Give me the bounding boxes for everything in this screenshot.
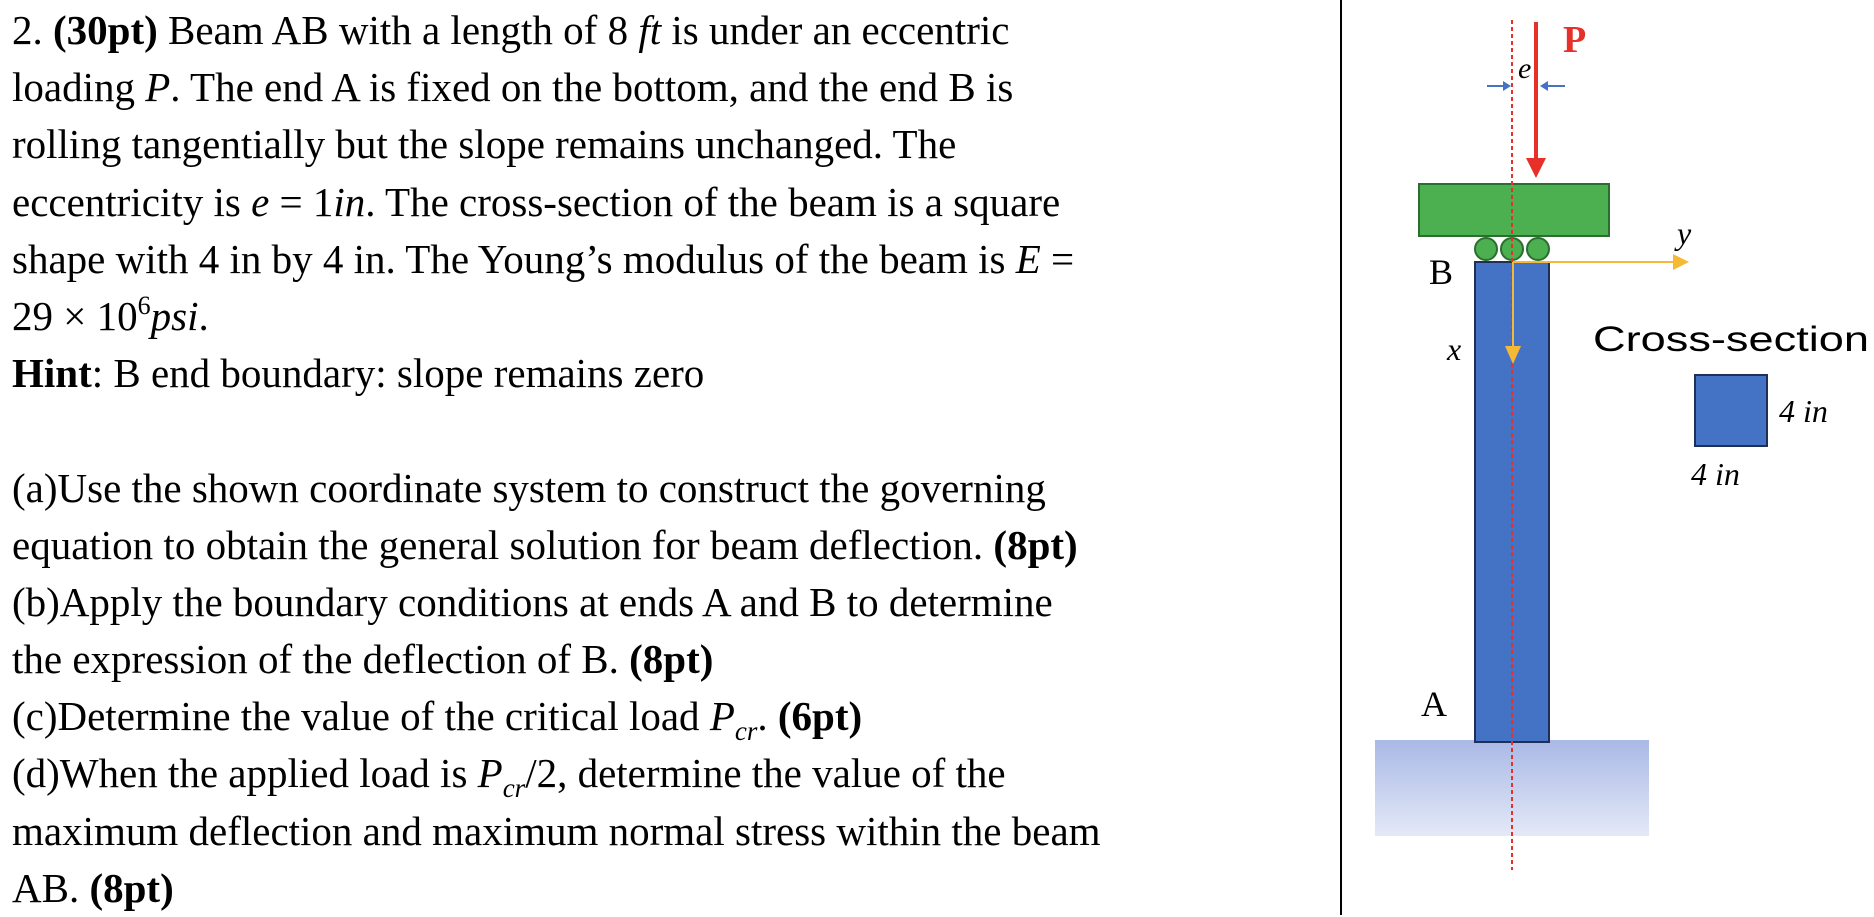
beam-diagram xyxy=(1343,0,1874,915)
problem-parts xyxy=(12,460,1332,917)
text-line xyxy=(12,688,1332,745)
text-run: = 1 xyxy=(269,179,333,225)
text-run: E xyxy=(1016,236,1041,282)
text-run: (6pt) xyxy=(778,693,862,739)
text-run: ft xyxy=(638,7,661,53)
text-run: P xyxy=(710,693,735,739)
text-run: . xyxy=(198,293,208,339)
roller-2 xyxy=(1501,238,1523,260)
text-line xyxy=(12,59,1332,116)
text-line xyxy=(12,574,1332,631)
y-axis-label: y xyxy=(1674,215,1692,251)
text-line xyxy=(12,860,1332,917)
text-run: (a)Use the shown coordinate system to construct the governing xyxy=(12,465,1046,511)
cross-section-height-label: 4 in xyxy=(1779,393,1828,429)
text-run: : B end boundary: slope remains zero xyxy=(92,350,705,396)
text-run: cr xyxy=(503,773,526,803)
text-line xyxy=(12,517,1332,574)
text-line xyxy=(12,2,1332,59)
text-run: (c)Determine the value of the critical load xyxy=(12,693,710,739)
text-line xyxy=(12,231,1332,288)
text-run: cr xyxy=(735,716,758,746)
end-b-cap-plate xyxy=(1419,184,1609,236)
beam-figure xyxy=(1343,0,1874,915)
text-run: Beam AB with a length of 8 xyxy=(158,7,639,53)
eccentricity-arrowhead-right xyxy=(1540,81,1548,91)
text-run: Hint xyxy=(12,350,92,396)
text-run: . xyxy=(757,693,778,739)
text-run: /2, determine the value of the xyxy=(525,750,1005,796)
text-run: . The end A is fixed on the bottom, and the end B is xyxy=(170,64,1013,110)
text-line xyxy=(12,745,1332,802)
text-run: psi xyxy=(151,293,199,339)
text-run: rolling tangentially but the slope remains unchanged. The xyxy=(12,121,956,167)
end-b-label: B xyxy=(1429,252,1453,292)
load-label: P xyxy=(1563,19,1586,61)
paragraph-gap xyxy=(12,402,1332,459)
y-axis-arrowhead xyxy=(1673,254,1689,270)
end-a-label: A xyxy=(1421,684,1447,724)
eccentricity-label: e xyxy=(1518,52,1531,85)
text-line xyxy=(12,803,1332,860)
text-run: (8pt) xyxy=(89,865,173,911)
problem-intro xyxy=(12,2,1332,402)
text-run: in xyxy=(333,179,365,225)
text-run: (d)When the applied load is xyxy=(12,750,478,796)
roller-3 xyxy=(1527,238,1549,260)
text-line xyxy=(12,631,1332,688)
x-axis-label: x xyxy=(1446,331,1461,367)
text-run: 2. xyxy=(12,7,53,53)
text-run: the expression of the deflection of B. xyxy=(12,636,629,682)
text-line xyxy=(12,174,1332,231)
text-run: equation to obtain the general solution for beam deflection. xyxy=(12,522,993,568)
problem-statement xyxy=(12,2,1332,917)
cross-section-square xyxy=(1695,375,1767,446)
text-run: is under an eccentric xyxy=(661,7,1009,53)
eccentricity-arrowhead-left xyxy=(1503,81,1511,91)
text-run: = xyxy=(1041,236,1074,282)
cross-section-width-label: 4 in xyxy=(1691,456,1740,492)
text-run: e xyxy=(251,179,269,225)
text-run: 6 xyxy=(138,291,151,320)
text-run: loading xyxy=(12,64,145,110)
load-arrow-head xyxy=(1526,158,1546,178)
text-run: P xyxy=(478,750,503,796)
text-line xyxy=(12,345,1332,402)
column-divider xyxy=(1340,0,1342,915)
text-run: . The cross-section of the beam is a square xyxy=(365,179,1060,225)
cross-section-title: Cross-section xyxy=(1593,320,1869,359)
roller-1 xyxy=(1475,238,1497,260)
text-run: 29 × 10 xyxy=(12,293,138,339)
text-line xyxy=(12,460,1332,517)
text-run: (30pt) xyxy=(53,7,158,53)
text-run: (8pt) xyxy=(993,522,1077,568)
text-run: (8pt) xyxy=(629,636,713,682)
text-run: P xyxy=(145,64,170,110)
text-run: (b)Apply the boundary conditions at ends A and B to determine xyxy=(12,579,1053,625)
text-run: shape with 4 in by 4 in. The Young’s modulus of the beam is xyxy=(12,236,1016,282)
text-run: eccentricity is xyxy=(12,179,251,225)
text-line xyxy=(12,116,1332,173)
text-run: AB. xyxy=(12,865,89,911)
text-line xyxy=(12,288,1332,345)
text-run: maximum deflection and maximum normal stress within the beam xyxy=(12,808,1101,854)
